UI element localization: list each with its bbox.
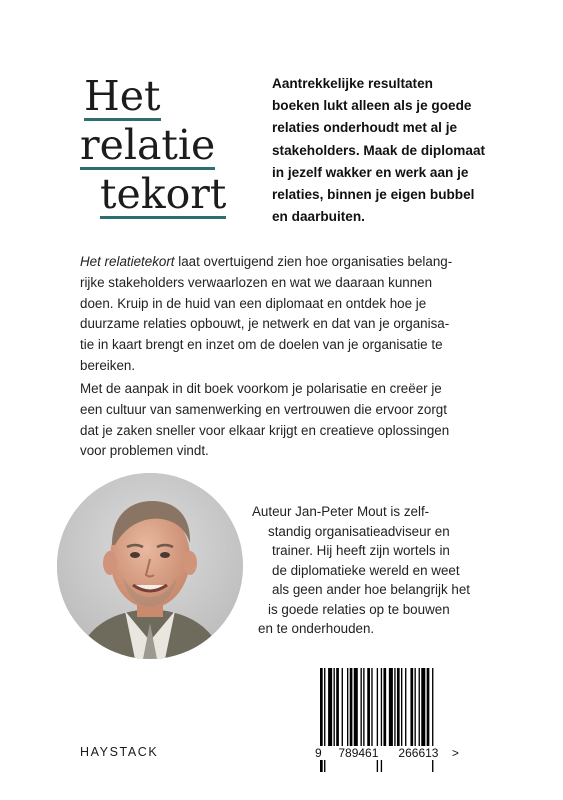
barcode-bar xyxy=(394,668,395,748)
publisher-logo: HAYSTACK xyxy=(80,745,159,759)
blurb-line: boeken lukt alleen als je goede xyxy=(272,98,472,114)
description-paragraph-1 xyxy=(80,252,500,377)
barcode-bar xyxy=(328,668,332,748)
paragraph-line: dat je zaken sneller voor elkaar krijgt en creatieve oplossingen xyxy=(80,422,450,438)
bio-line: de diplomatieke wereld en weet xyxy=(272,562,460,578)
barcode-bar xyxy=(415,668,416,748)
title-line-1: Het xyxy=(84,72,161,120)
barcode-bar xyxy=(367,668,370,748)
barcode-bar xyxy=(363,668,364,748)
barcode-bar xyxy=(421,668,425,748)
author-portrait-illustration xyxy=(57,473,243,659)
barcode-bar xyxy=(347,668,348,748)
blurb-line: stakeholders. Maak de diplomaat xyxy=(272,142,486,158)
barcode-bar xyxy=(350,668,353,748)
barcode-bar xyxy=(410,668,413,748)
barcode-bar xyxy=(342,668,343,748)
blurb-line: relaties, binnen je eigen bubbel xyxy=(272,187,475,203)
paragraph-line: Het relatietekort laat overtuigend zien hoe organisaties belang- xyxy=(80,254,453,269)
isbn-group-2: 266613 xyxy=(398,746,439,760)
blurb xyxy=(272,73,502,228)
paragraph-line: tie in kaart brengt en inzet om de doelen van je organisatie te xyxy=(80,337,443,353)
paragraph-line: rijke stakeholders verwaarlozen en wat we daaraan kunnen xyxy=(80,274,433,290)
barcode-bar xyxy=(427,668,430,748)
isbn-group-1: 789461 xyxy=(338,746,379,760)
description-paragraph-2 xyxy=(80,379,500,462)
blurb-line: en daarbuiten. xyxy=(272,209,365,225)
barcode-bar xyxy=(389,668,393,748)
paragraph-line: Met de aanpak in dit boek voorkom je polarisatie en creëer je xyxy=(80,381,442,396)
blurb-line: Aantrekkelijke resultaten xyxy=(272,76,433,91)
barcode-bar xyxy=(334,668,335,748)
title-line-3: tekort xyxy=(100,170,227,218)
barcode-bar xyxy=(361,668,362,748)
barcode-bar xyxy=(405,668,406,748)
isbn-suffix: > xyxy=(451,746,459,760)
book-title-italic: Het relatietekort xyxy=(80,254,175,269)
isbn-number xyxy=(315,746,459,760)
barcode-bar xyxy=(419,668,420,748)
title-line-2: relatie xyxy=(80,121,216,169)
book-title xyxy=(80,72,250,219)
blurb-line: relaties onderhoudt met al je xyxy=(272,120,458,136)
barcode-bar xyxy=(336,668,339,748)
bio-line: Auteur Jan-Peter Mout is zelf- xyxy=(252,504,430,519)
barcode-bar xyxy=(401,668,402,748)
blurb-line: in jezelf wakker en werk aan je xyxy=(272,164,469,180)
paragraph-line: bereiken. xyxy=(80,357,136,373)
bio-line: is goede relaties op te bouwen xyxy=(268,601,450,617)
author-bio xyxy=(252,502,482,639)
bio-line: als geen ander hoe belangrijk het xyxy=(272,582,471,597)
bio-line: standig organisatieadviseur en xyxy=(268,523,450,539)
paragraph-line: doen. Kruip in de huid van een diplomaat en ontdek hoe je xyxy=(80,295,427,311)
barcode-bar xyxy=(371,668,372,748)
isbn-prefix: 9 xyxy=(315,746,322,760)
paragraph-line: een cultuur van samenwerking en vertrouwen die ervoor zorgt xyxy=(80,401,447,417)
author-photo xyxy=(57,473,243,659)
paragraph-line: duurzame relaties opbouwt, je netwerk en dat van je organisa- xyxy=(80,316,450,332)
barcode-bar xyxy=(397,668,400,748)
barcode-bar xyxy=(383,668,386,748)
barcode-bar xyxy=(354,668,358,748)
bio-line: en te onderhouden. xyxy=(258,621,375,636)
bio-line: trainer. Hij heeft zijn wortels in xyxy=(272,543,450,558)
paragraph-line: voor problemen vindt. xyxy=(80,443,209,459)
